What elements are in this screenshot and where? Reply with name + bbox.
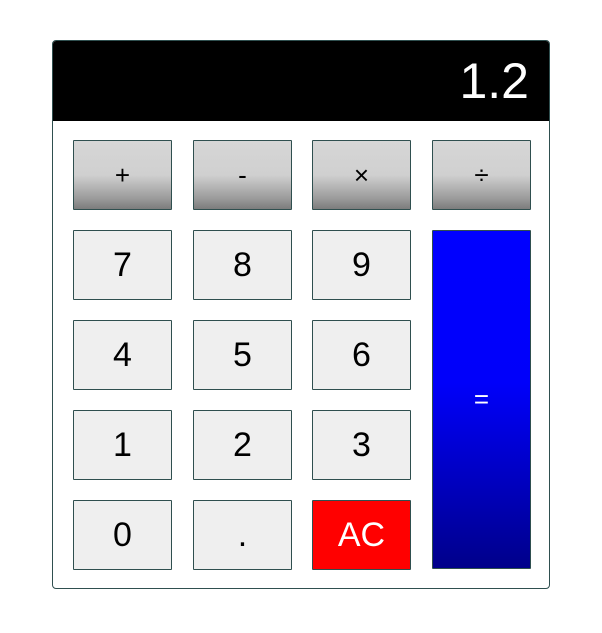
equals-button[interactable]: =	[432, 230, 531, 569]
digit-6-button[interactable]: 6	[312, 320, 411, 390]
digit-2-button[interactable]: 2	[193, 410, 292, 480]
digit-0-button[interactable]: 0	[73, 500, 172, 570]
subtract-button[interactable]: -	[193, 140, 292, 210]
digit-4-button[interactable]: 4	[73, 320, 172, 390]
digit-5-button[interactable]: 5	[193, 320, 292, 390]
multiply-button[interactable]: ×	[312, 140, 411, 210]
decimal-button[interactable]: .	[193, 500, 292, 570]
digit-3-button[interactable]: 3	[312, 410, 411, 480]
calculator-display: 1.2	[53, 41, 549, 121]
calculator	[52, 40, 550, 589]
digit-7-button[interactable]: 7	[73, 230, 172, 300]
divide-button[interactable]: ÷	[432, 140, 531, 210]
digit-9-button[interactable]: 9	[312, 230, 411, 300]
digit-8-button[interactable]: 8	[193, 230, 292, 300]
clear-button[interactable]: AC	[312, 500, 411, 570]
digit-1-button[interactable]: 1	[73, 410, 172, 480]
add-button[interactable]: +	[73, 140, 172, 210]
